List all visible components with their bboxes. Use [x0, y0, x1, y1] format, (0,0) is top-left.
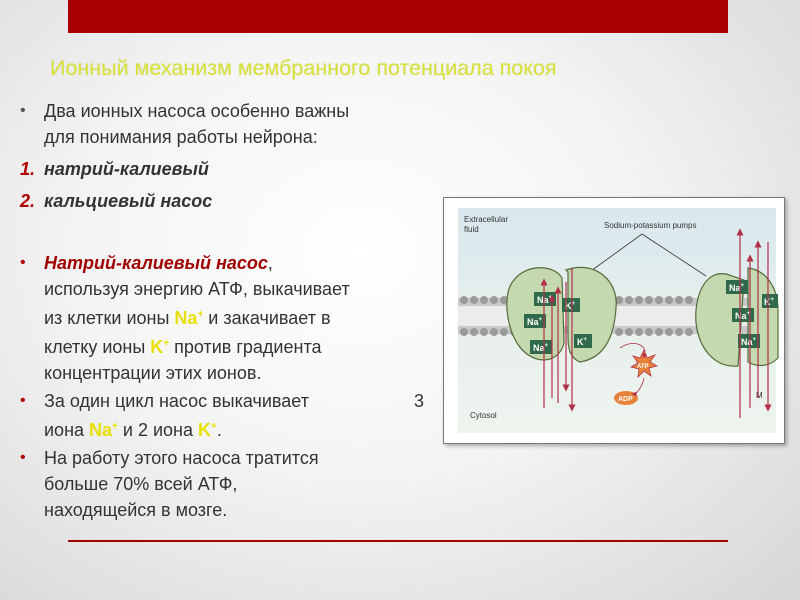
- ion-k: K+: [150, 337, 170, 357]
- paragraph-3-text: [44, 445, 319, 523]
- top-accent-bar: [68, 0, 728, 33]
- svg-text:K+: K+: [764, 297, 775, 307]
- p1-line-3a: из клетки ионы: [44, 308, 175, 328]
- bullet-paragraph-1: [20, 250, 350, 386]
- ion-k-label: K: [577, 337, 584, 347]
- p3-line-1: На работу этого насоса тратится: [44, 448, 319, 468]
- svg-text:K+: K+: [577, 337, 588, 347]
- bullet-dot: •: [20, 254, 26, 271]
- svg-text:Na+: Na+: [735, 311, 751, 321]
- bullet-intro: [20, 98, 349, 150]
- adp-symbol: [614, 391, 638, 405]
- list-item-1: [20, 156, 209, 182]
- p1-line-3b: и закачивает в: [203, 308, 331, 328]
- label-pumps: Sodium-potassium pumps: [604, 221, 697, 230]
- label-cytosol: Cytosol: [470, 411, 497, 420]
- slide-title: Ионный механизм мембранного потенциала покоя: [50, 56, 557, 80]
- atp-label: ATP: [637, 364, 649, 370]
- bullet-dot: •: [20, 102, 26, 119]
- ion-na-label: Na: [735, 311, 747, 321]
- ion-na: Na+: [89, 420, 118, 440]
- ion-k: K+: [197, 420, 217, 440]
- svg-text:Na+: Na+: [729, 283, 745, 293]
- pump-protein-1: [507, 267, 616, 362]
- bullet-dot: •: [20, 392, 26, 409]
- bottom-divider: [68, 540, 728, 542]
- ion-na: Na+: [174, 308, 204, 328]
- bullet-paragraph-3: [20, 445, 319, 523]
- pump-diagram: [444, 198, 784, 443]
- list-item-2: [20, 188, 212, 214]
- p1-line-5: концентрации этих ионов.: [44, 363, 262, 383]
- label-m: M: [756, 391, 763, 400]
- pump-name: Натрий-калиевый насос: [44, 253, 268, 273]
- ion-na-label: Na: [537, 295, 549, 305]
- p1-line-2: используя энергию АТФ, выкачивает: [44, 279, 350, 299]
- pump-diagram-figure: [443, 197, 785, 444]
- ion-na-label: Na: [729, 283, 741, 293]
- comma: ,: [267, 253, 273, 273]
- svg-text:Na+: Na+: [533, 343, 549, 353]
- ion-na-label: Na: [533, 343, 545, 353]
- p2-line-2a: иона: [44, 420, 90, 440]
- bullet-dot: •: [20, 449, 26, 466]
- p1-line-4b: против градиента: [169, 337, 322, 357]
- p2-line-1a: За один цикл насос выкачивает: [44, 391, 309, 411]
- p1-line-4a: клетку ионы: [44, 337, 151, 357]
- period: .: [216, 420, 222, 440]
- svg-text:K+: K+: [565, 301, 576, 311]
- list-text: кальциевый насос: [44, 191, 213, 211]
- bullet-paragraph-2: [20, 388, 424, 443]
- p2-line-1b: 3: [413, 391, 424, 411]
- intro-text: [44, 98, 349, 150]
- p2-line-2b: и 2 иона: [117, 420, 198, 440]
- adp-label: ADP: [618, 396, 633, 403]
- intro-line-2: для понимания работы нейрона:: [44, 127, 318, 147]
- ion-k-label: K: [764, 297, 771, 307]
- list-number: 2.: [20, 191, 36, 211]
- p3-line-3: находящейся в мозге.: [44, 500, 228, 520]
- label-fluid: fluid: [464, 225, 479, 234]
- ion-na-label: Na: [527, 317, 539, 327]
- svg-text:Na+: Na+: [527, 317, 543, 327]
- ion-k-label: K: [565, 301, 572, 311]
- svg-text:Na+: Na+: [537, 295, 553, 305]
- svg-text:Na+: Na+: [741, 337, 757, 347]
- paragraph-2-text: [44, 388, 424, 443]
- label-extracellular: Extracellular: [464, 215, 509, 224]
- list-text: натрий-калиевый: [44, 159, 209, 179]
- intro-line-1: Два ионных насоса особенно важны: [44, 101, 350, 121]
- list-number: 1.: [20, 159, 36, 179]
- paragraph-1-text: [44, 250, 350, 386]
- ion-na-label: Na: [741, 337, 753, 347]
- p3-line-2: больше 70% всей АТФ,: [44, 474, 238, 494]
